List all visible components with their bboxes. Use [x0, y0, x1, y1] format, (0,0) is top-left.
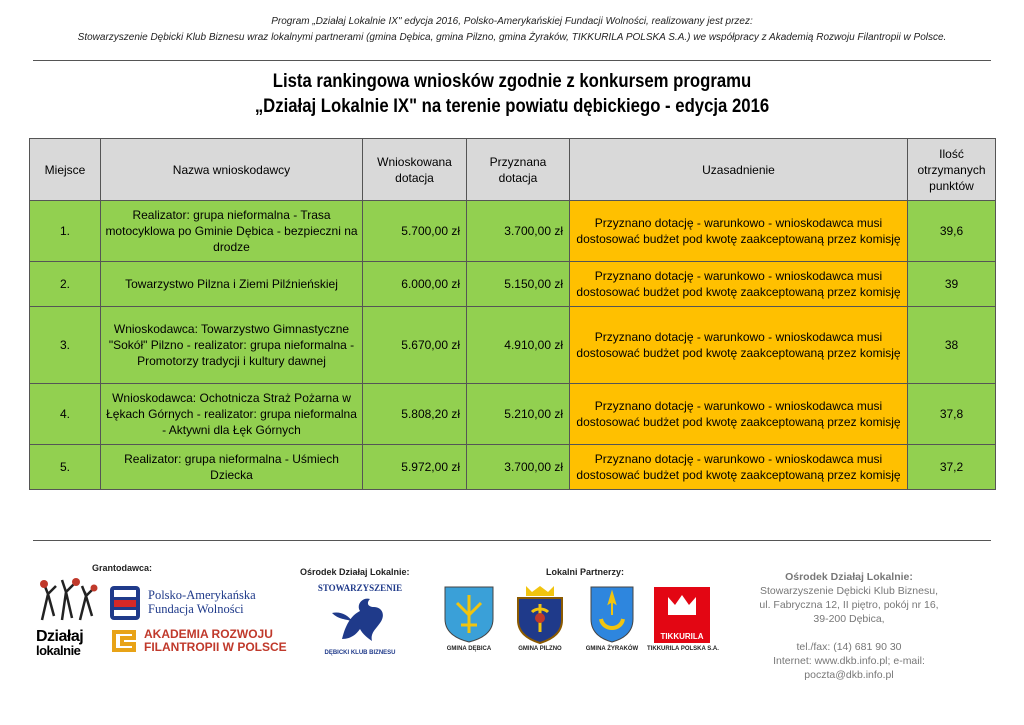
- cell-applicant: Wnioskodawca: Ochotnicza Straż Pożarna w Łękach Górnych - realizator: grupa nieformalna - Aktywni dla Łęk Górnych: [101, 384, 363, 445]
- cell-place: 5.: [30, 445, 101, 490]
- gmina-debica-crest: [443, 585, 495, 643]
- cell-justification: Przyznano dotację - warunkowo - wnioskodawca musi dostosować budżet pod kwotę zaakceptowaną przez komisję: [570, 262, 908, 307]
- arfp-icon: [110, 628, 138, 654]
- gmina-zyrakow-crest: [589, 585, 635, 643]
- cell-justification: Przyznano dotację - warunkowo - wnioskodawca musi dostosować budżet pod kwotę zaakceptowaną przez komisję: [570, 445, 908, 490]
- cell-points: 37,2: [908, 445, 996, 490]
- ranking-table: [29, 138, 996, 490]
- footer-divider: [33, 540, 991, 541]
- contact-address-line1: Stowarzyszenie Dębicki Klub Biznesu,: [760, 585, 938, 597]
- cell-requested: 6.000,00 zł: [363, 262, 467, 307]
- pafw-line1: Polsko-Amerykańska: [148, 588, 256, 602]
- table-row: [30, 307, 996, 384]
- header-organizers-line: Stowarzyszenie Dębicki Klub Biznesu wraz lokalnymi partnerami (gmina Dębica, gmina Pilzno, gmina Żyraków, TIKKURILA POLSKA S.A.) we współpracy z Akademią Rozwoju Filantropii w Polsce.: [77, 32, 947, 43]
- caption-gmina-zyrakow: GMINA ŻYRAKÓW: [585, 646, 639, 652]
- table-row: [30, 201, 996, 262]
- pafw-logo: [110, 584, 290, 624]
- cell-justification: Przyznano dotację - warunkowo - wnioskodawca musi dostosować budżet pod kwotę zaakceptowaną przez komisję: [570, 307, 908, 384]
- cell-points: 39,6: [908, 201, 996, 262]
- caption-tikkurila: TIKKURILA POLSKA S.A.: [647, 646, 719, 652]
- table-row: [30, 445, 996, 490]
- cell-points: 38: [908, 307, 996, 384]
- header-divider: [33, 60, 991, 61]
- dzialaj-lokalnie-figures-icon: [36, 576, 98, 624]
- cell-granted: 3.700,00 zł: [467, 445, 570, 490]
- cell-applicant: Wnioskodawca: Towarzystwo Gimnastyczne "Sokół" Pilzno - realizator: grupa nieformalna - Promotorzy tradycji i kultury dawnej: [101, 307, 363, 384]
- table-row: [30, 262, 996, 307]
- cell-place: 2.: [30, 262, 101, 307]
- cell-place: 3.: [30, 307, 101, 384]
- cell-justification: Przyznano dotację - warunkowo - wnioskodawca musi dostosować budżet pod kwotę zaakceptowaną przez komisję: [570, 384, 908, 445]
- arfp-logo: [110, 628, 290, 658]
- cell-granted: 4.910,00 zł: [467, 307, 570, 384]
- col-header-applicant: Nazwa wnioskodawcy: [101, 139, 363, 201]
- cell-points: 37,8: [908, 384, 996, 445]
- dkb-top-text: STOWARZYSZENIE: [317, 583, 403, 593]
- tikkurila-logo: [654, 587, 710, 643]
- tikkurila-crown-icon: [654, 587, 710, 627]
- col-header-granted: Przyznana dotacja: [467, 139, 570, 201]
- cell-points: 39: [908, 262, 996, 307]
- caption-gmina-pilzno: GMINA PILZNO: [518, 646, 562, 652]
- pafw-flag-icon: [110, 586, 140, 620]
- header-program-line: Program „Działaj Lokalnie IX" edycja 2016, Polsko-Amerykańskiej Fundacji Wolności, realizowany jest przez:: [271, 16, 753, 27]
- contact-phone: tel./fax: (14) 681 90 30: [796, 641, 902, 653]
- dl-logo-line2: lokalnie: [36, 643, 81, 658]
- cell-requested: 5.700,00 zł: [363, 201, 467, 262]
- debica-crest-icon: [443, 585, 495, 643]
- dkb-griffin-icon: [312, 593, 408, 645]
- col-header-points: Ilość otrzymanych punktów: [908, 139, 996, 201]
- col-header-justification: Uzasadnienie: [570, 139, 908, 201]
- col-header-place: Miejsce: [30, 139, 101, 201]
- cell-applicant: Realizator: grupa nieformalna - Trasa motocyklowa po Gminie Dębica - bezpieczni na drodze: [101, 201, 363, 262]
- table-header-row: [30, 139, 996, 201]
- contact-title: Ośrodek Działaj Lokalnie:: [785, 571, 913, 583]
- arfp-line2: FILANTROPII W POLSCE: [144, 640, 287, 654]
- pafw-line2: Fundacja Wolności: [148, 602, 244, 616]
- dkb-bottom-text: DĘBICKI KLUB BIZNESU: [324, 650, 396, 656]
- dzialaj-lokalnie-logo: [36, 576, 98, 660]
- cell-applicant: Realizator: grupa nieformalna - Uśmiech Dziecka: [101, 445, 363, 490]
- cell-requested: 5.670,00 zł: [363, 307, 467, 384]
- contact-web-email: Internet: www.dkb.info.pl; e-mail: poczta@dkb.info.pl: [773, 655, 925, 681]
- cell-applicant: Towarzystwo Pilzna i Ziemi Pilźnieńskiej: [101, 262, 363, 307]
- cell-granted: 3.700,00 zł: [467, 201, 570, 262]
- cell-requested: 5.972,00 zł: [363, 445, 467, 490]
- cell-granted: 5.210,00 zł: [467, 384, 570, 445]
- dkb-logo: [312, 583, 408, 661]
- contact-block: [740, 570, 958, 682]
- page-title-line1: Lista rankingowa wniosków zgodnie z konkursem programu: [272, 71, 752, 92]
- zyrakow-crest-icon: [589, 585, 635, 643]
- arfp-line1: AKADEMIA ROZWOJU: [144, 627, 273, 641]
- cell-requested: 5.808,20 zł: [363, 384, 467, 445]
- cell-place: 1.: [30, 201, 101, 262]
- contact-address-line2: ul. Fabryczna 12, II piętro, pokój nr 16,: [759, 599, 939, 611]
- osrodek-label: Ośrodek Działaj Lokalnie:: [300, 567, 410, 577]
- caption-gmina-debica: GMINA DĘBICA: [446, 646, 492, 652]
- col-header-requested: Wnioskowana dotacja: [363, 139, 467, 201]
- cell-granted: 5.150,00 zł: [467, 262, 570, 307]
- gmina-pilzno-crest: [514, 584, 566, 644]
- dl-logo-line1: Działaj: [36, 628, 84, 645]
- partners-label: Lokalni Partnerzy:: [546, 567, 625, 577]
- contact-address-line3: 39-200 Dębica,: [813, 613, 885, 625]
- cell-place: 4.: [30, 384, 101, 445]
- pilzno-crest-icon: [514, 584, 566, 644]
- table-row: [30, 384, 996, 445]
- page-title-line2: „Działaj Lokalnie IX" na terenie powiatu dębickiego - edycja 2016: [254, 96, 770, 117]
- grantor-label: Grantodawca:: [92, 563, 153, 573]
- cell-justification: Przyznano dotację - warunkowo - wnioskodawca musi dostosować budżet pod kwotę zaakceptowaną przez komisję: [570, 201, 908, 262]
- tikkurila-word: TIKKURILA: [660, 632, 704, 641]
